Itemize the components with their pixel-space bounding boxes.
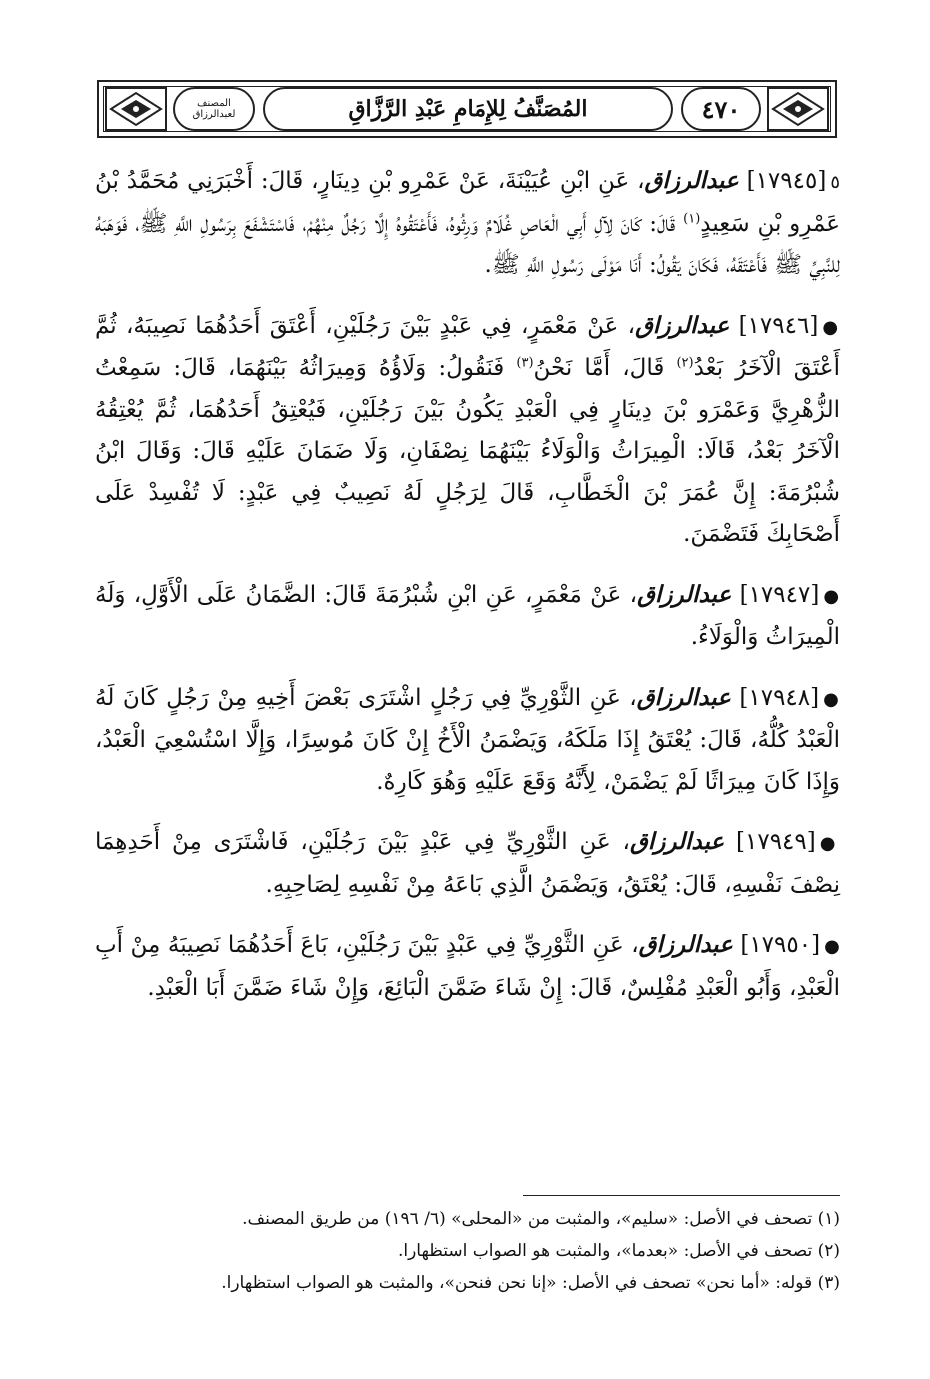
entry-text: ، عَنِ الثَّوْرِيِّ فِي عَبْدٍ بَيْنَ رَجُلَيْنِ، فَاشْتَرَى مِنْ أَحَدِهِمَا نِصْفَ نَفْسِهِ، قَالَ: يُعْتَقُ، وَيَضْمَنُ الَّذِي بَاعَهُ مِنْ نَفْسِهِ لِصَاحِبِهِ. [95,829,840,898]
page-header [97,80,837,138]
entry-number: [١٧٩٤٧] [739,581,820,608]
footnote-ref[interactable]: (١) [683,210,701,226]
author-name: عبدالرزاق [644,167,739,194]
hadith-entry [95,924,840,1009]
entry-number: [١٧٩٥٠] [740,932,821,958]
footnote-ref[interactable]: (٢) [676,355,694,371]
entry-text-continued: قَالَ، أَمَّا نَحْنُ [533,355,665,381]
entry-marker: ٥ [830,172,841,193]
footnote: (٣) قوله: «أما نحن» تصحف في الأصل: «إنا نحن فنحن»، والمثبت هو الصواب استظهارا. [221,1273,840,1293]
entry-text: ، عَنِ الثَّوْرِيِّ فِي عَبْدٍ بَيْنَ رَجُلَيْنِ، بَاعَ أَحَدُهُمَا نَصِيبَهُ مِنْ أَبِ الْعَبْدِ، وَأَبُو الْعَبْدِ مُفْلِسٌ، قَالَ: إِنْ شَاءَ ضَمَّنَ الْبَائِعَ، وَإِنْ شَاءَ ضَمَّنَ أَبَا الْعَبْدِ. [95,932,840,1001]
entry-marker: ● [823,688,841,710]
entry-text: ، عَنِ الثَّوْرِيِّ فِي رَجُلٍ اشْتَرَى بَعْضَ أَخِيهِ مِنْ رَجُلٍ كَانَ لَهُ الْعَبْدُ كُلُّهُ، قَالَ: يُعْتَقُ إِذَا مَلَكَهُ، وَيَضْمَنُ الْأَخُ إِنْ كَانَ مُوسِرًا، وَإِلَّا اسْتُسْعِيَ الْعَبْدُ، وَإِذَا كَانَ مِيرَاثًا لَمْ يَضْمَنْ، لِأَنَّهُ وَقَعَ عَلَيْهِ وَهُوَ كَارِهٌ. [95,684,840,795]
entry-number: [١٧٩٤٨] [739,684,820,711]
page-number: ٤٧٠ [681,87,761,131]
author-name: عبدالرزاق [636,683,731,711]
entry-marker: ● [824,936,840,957]
entry-marker: ● [819,833,840,854]
footnote-divider [523,1195,840,1196]
author-name: عبدالرزاق [635,311,730,339]
entry-text-continued: قَالَ: كَانَ لِآلِ أَبِي الْعَاصِ غُلَامٌ وَرِثُوهُ، فَأَعْتَقُوهُ إِلَّا رَجُلٌ مِنْهُمْ، فَاسْتَشْفَعَ بِرَسُولِ اللَّهِ ﷺ، فَوَهَبَهُ لِلنَّبِيِّ ﷺ فَأَعْتَقَهُ، فَكَانَ يَقُولُ: أَنَا مَوْلَى رَسُولِ اللَّهِ ﷺ. [95,210,840,278]
entry-text: ، عَنِ ابْنِ عُيَيْنَةَ، عَنْ عَمْرِو بْنِ دِينَارٍ، قَالَ: أَخْبَرَنِي مُحَمَّدُ بْنُ عَمْرِو بْنِ سَعِيدٍ [95,168,841,237]
seal-text: المصنف لعبدالرزاق [192,98,236,120]
footnote: (١) تصحف في الأصل: «سليم»، والمثبت من «المحلى» (٦/ ١٩٦) من طريق المصنف. [242,1209,840,1229]
author-name: عبدالرزاق [638,931,733,958]
entry-number: [١٧٩٤٩] [736,829,816,855]
hadith-entry [95,677,840,804]
entry-marker: ● [822,316,841,338]
main-text [95,160,840,1027]
entry-text: ، عَنْ مَعْمَرٍ، عَنِ ابْنِ شُبْرُمَةَ قَالَ: الضَّمَانُ عَلَى الْأَوَّلِ، وَلَهُ الْمِيرَاثُ وَالْوَلَاءُ. [95,581,840,650]
entry-number: [١٧٩٤٦] [738,312,819,339]
hadith-entry [95,160,840,287]
author-name: عبدالرزاق [637,580,732,608]
hadith-entry [95,821,840,906]
entry-text-continued: فَنَقُولُ: وَلَاؤُهُ وَمِيرَاثُهُ بَيْنَهُمَا، قَالَ: سَمِعْتُ الزُّهْرِيَّ وَعَمْرَو بْنَ دِينَارٍ فِي الْعَبْدِ يَكُونُ بَيْنَ رَجُلَيْنِ، فَيُعْتِقُ أَحَدُهُمَا، ثُمَّ يُعْتِقُهُ الْآخَرُ بَعْدُ، قَالَا: الْمِيرَاثُ وَالْوَلَاءُ بَيْنَهُمَا نِصْفَانِ، وَلَا ضَمَانَ عَلَيْهِ قَالَ: وَقَالَ ابْنُ شُبْرُمَةَ: إِنَّ عُمَرَ بْنَ الْخَطَّابِ، قَالَ لِرَجُلٍ لَهُ نَصِيبٌ فِي عَبْدٍ: لَا تُفْسِدْ عَلَى أَصْحَابِكَ فَتَضْمَنَ. [95,355,840,547]
hadith-entry [95,305,840,556]
author-name: عبدالرزاق [629,828,725,855]
entry-text: ، عَنْ مَعْمَرٍ، فِي عَبْدٍ بَيْنَ رَجُلَيْنِ، أَعْتَقَ أَحَدُهُمَا نَصِيبَهُ، ثُمَّ أَعْتَقَ الْآخَرُ بَعْدُ [95,312,841,381]
entry-marker: ● [823,585,841,607]
title-cartouche [263,87,673,131]
header-ornament-right [767,87,829,131]
footnote: (٢) تصحف في الأصل: «بعدما»، والمثبت هو الصواب استظهارا. [397,1241,840,1261]
footnotes [95,1203,840,1299]
book-seal [173,87,255,131]
hadith-entry [95,574,840,659]
header-ornament-left [105,87,167,131]
footnote-ref[interactable]: (٣) [516,355,534,371]
book-title: المُصَنَّفُ لِلإِمَامِ عَبْدِ الرَّزَّاقِ [348,96,588,122]
entry-number: [١٧٩٤٥] [746,168,827,194]
